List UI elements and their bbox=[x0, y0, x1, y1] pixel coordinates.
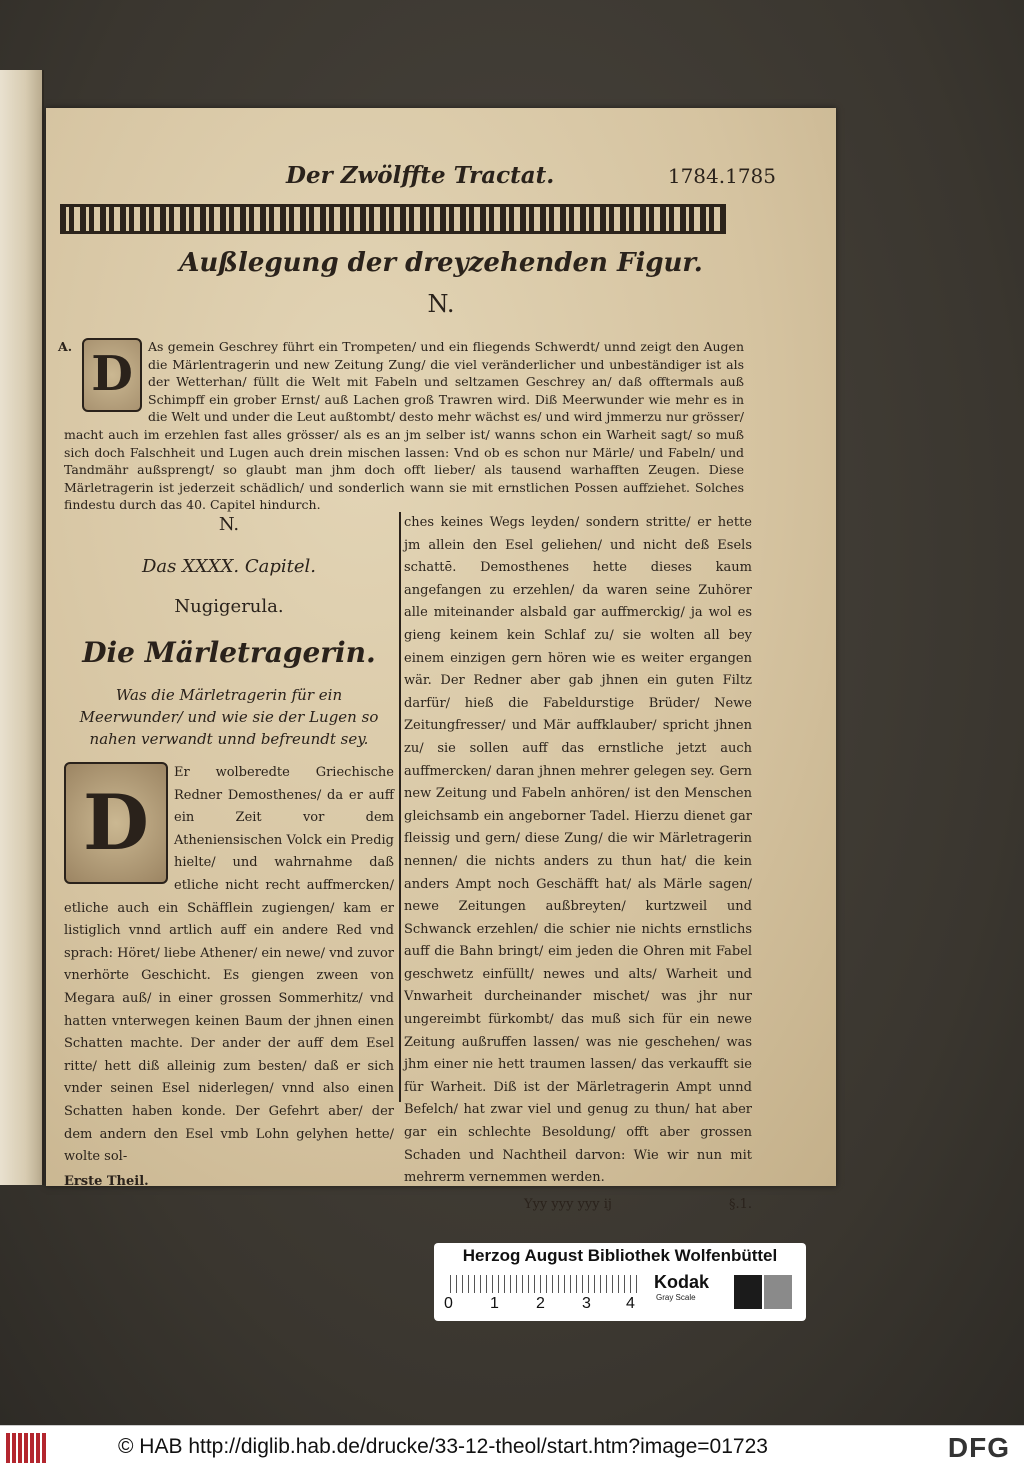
gray-scale-label: Gray Scale bbox=[656, 1293, 696, 1302]
running-title: Der Zwölffte Tractat. bbox=[286, 162, 555, 189]
chapter-subtitle: Was die Märletragerin für ein Meerwunder/ und wie sie der Lugen so nahen verwandt unnd befreundt sey. bbox=[79, 686, 379, 748]
tick-label: 2 bbox=[536, 1295, 545, 1312]
tick-label: 1 bbox=[490, 1295, 499, 1312]
catchword: Erste Theil. bbox=[64, 1173, 149, 1189]
column-divider bbox=[399, 512, 401, 1102]
gray-swatch-mid bbox=[764, 1275, 792, 1309]
right-body-text: ches keines Wegs leyden/ sondern stritte/ er hette jm allein den Esel geliehen/ und nicht deß Esels schattē. Demosthenes hette dieses kaum angefangen zu erzehlen/ da waren seine Zuhörer alle miteinander alsbald gar auffmerckig/ ja wol es gieng keinem kein Schlaf zu/ sie wolten all bey einem einzigen gern hören wie es weiter ergangen wär. Der Redner aber gab jhnen ein guten Filtz darfür/ hieß die Fabeldurstige Brüder/ Newe Zeitungfresser/ und Mär auffklauber/ spricht jhnen zu/ sie sollen auff das ernstliche jetzt auch auffmercken/ daran jhnen mehrer gelegen sey. Gern new Zeitung und Fabeln anhören/ ist den Menschen gleichsamb ein angeborner Tadel. Hierzu dienet gar fleissig und gern/ diese Zung/ die wir Märletragerin nennen/ die nichts anders zu thun hat/ die kein anders Ampt noch Geschäfft hat/ als Märle sagen/ newe Zeitungen außbreyten/ kurtzweil und Schwanck erzehlen/ die schier nie nichts ernstlichs auff die Bahn bringt/ eim jeden die Ohren mit Fabel geschwetz einfüllt/ newes und alts/ Warheit und Vnwarheit durcheinander mischet/ was jhr nur ungereimbt fürkombt/ das muß sich für ein newe Zeitung außruffen lassen/ was nie geschehen/ was jhm einer nie hett traumen lassen/ das verkaufft sie für Warheit. Diß ist der Märletragerin Ampt unnd Befelch/ hat zwar viel und genug zu thun/ hat aber gar ein schlechte Besoldung/ offt aber grossen Schaden und Nachtheil darvon: Wie wir nun mit mehrerm vernemmen werden. bbox=[404, 515, 752, 1186]
section-mark: §.1. bbox=[728, 1196, 752, 1212]
left-column bbox=[64, 512, 394, 1189]
ruler-ticks bbox=[444, 1295, 644, 1315]
chapter-heading: Das XXXX. Capitel. bbox=[142, 556, 316, 577]
chapter-title: Die Märletragerin. bbox=[82, 636, 376, 669]
intro-paragraph bbox=[58, 338, 744, 514]
tick-label: 4 bbox=[626, 1295, 635, 1312]
signature-mark: Yyy yyy yyy ij bbox=[524, 1196, 612, 1212]
paragraph-marker: A. bbox=[58, 339, 73, 354]
section-letter: N. bbox=[427, 290, 455, 318]
tick-label: 3 bbox=[582, 1295, 591, 1312]
dfg-logo: DFG bbox=[947, 1432, 1010, 1463]
chapter-letter: N. bbox=[218, 514, 240, 535]
right-column bbox=[404, 512, 752, 1216]
footer-bar bbox=[0, 1425, 1024, 1469]
color-calibration-bar bbox=[434, 1243, 806, 1321]
latin-title: Nugigerula. bbox=[174, 596, 284, 617]
left-body bbox=[64, 762, 394, 1193]
left-body-text: Er wolberedte Griechische Redner Demosthenes/ da er auff ein Zeit vor dem Atheniensischen Volck ein Predig hielte/ und wahrnahme daß etliche nicht recht auffmercken/ etliche auch ein Schäfflein zugiengen/ kam er listiglich vnnd artlich auff ein andere Red vnd sprach: Höret/ liebe Athener/ ein newe/ vnd zuvor vnerhörte Geschicht. Es giengen zween von Megara auß/ in einer grossen Sommerhitz/ vnd hatten vnterwegen keinen Baum der jhnen einen Schatten machte. Der ander der auff dem Esel ritte/ hett diß alleinig zum besten/ daß er sich vnder seinen Esel niderlegen/ vnnd also einen Schatten haben konde. Der Gefehrt aber/ der dem andern den Esel vmb Lohn gelyhen hette/ wolte sol- bbox=[64, 765, 394, 1165]
tick-label: 0 bbox=[444, 1295, 453, 1312]
library-name: Herzog August Bibliothek Wolfenbüttel bbox=[462, 1246, 778, 1265]
adjacent-page-edge bbox=[0, 70, 44, 1185]
decorated-initial-large: D bbox=[64, 762, 168, 884]
kodak-label: Kodak bbox=[654, 1272, 710, 1292]
ruler-scale bbox=[450, 1275, 638, 1293]
gray-swatch-dark bbox=[734, 1275, 762, 1309]
signature-line bbox=[404, 1194, 752, 1216]
decorated-initial: D bbox=[82, 338, 142, 412]
page-number: 1784.1785 bbox=[667, 164, 776, 188]
ornament-border bbox=[60, 204, 726, 234]
hab-logo-icon bbox=[6, 1433, 50, 1463]
page-header bbox=[286, 160, 776, 194]
copyright-link[interactable]: © HAB http://diglib.hab.de/drucke/33-12-theol/start.htm?image=01723 bbox=[118, 1435, 768, 1458]
intro-text: As gemein Geschrey führt ein Trompeten/ und ein fliegends Schwerdt/ unnd zeigt den Augen die Märlentragerin und new Zeitung Zung/ die viel veränderlicher und unbeständiger ist als der Wetterhan/ füllt die Welt mit Fabeln und seltzamen Geschrey an/ daß offtermals auß Schimpff ein grober Ernst/ auß Lachen groß Trawren wird. Diß Meerwunder wie mehr es in die Welt und under die Leut außtombt/ desto mehr wächst es/ und wird jmmerzu nur grösser/ macht auch im erzehlen fast alles grösser/ als es an jm selber ist/ wanns schon ein Warheit sagt/ so muß sich doch Falschheit und Lugen auch drein mischen lassen: Vnd ob es schon nur Märle/ und Fabeln/ und Tandmähr außsprengt/ so glaubt man jhm doch offt lieber/ als tausend warhafften Zeugen. Diese Märletragerin ist jederzeit schädlich/ und sonderlich wann sie mit ernstlichen Possen auffziehet. Solches findestu durch das 40. Capitel hindurch. bbox=[64, 339, 744, 513]
section-title: Außlegung der dreyzehenden Figur. bbox=[179, 248, 703, 278]
book-page bbox=[46, 108, 836, 1212]
